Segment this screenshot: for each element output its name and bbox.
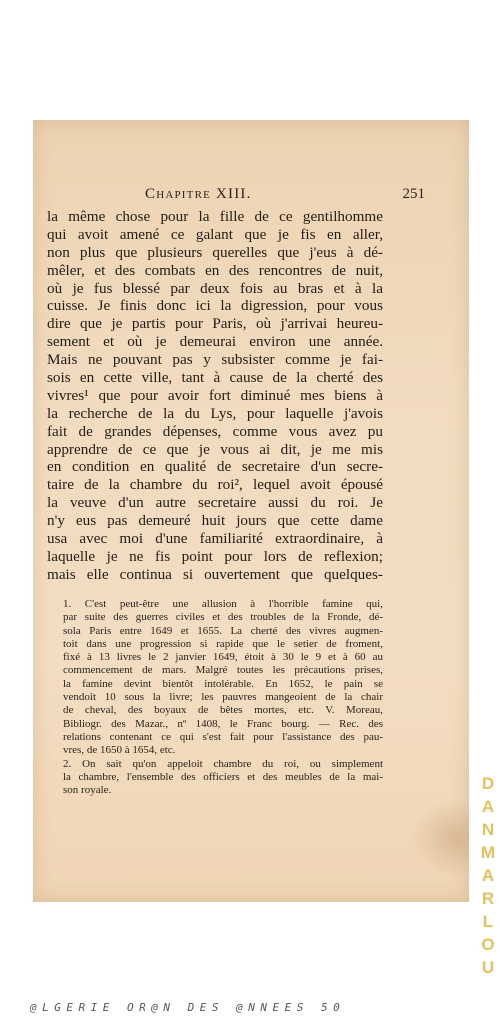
footnote-line: Bibliogr. des Mazar., nº 1408, le Franc bourg. — Rec. des [63, 717, 383, 730]
watermark-letter: A [481, 866, 495, 885]
watermark-letter: L [482, 912, 494, 931]
body-line: Mais ne pouvant pas y subsister comme je fai- [47, 351, 383, 369]
body-line: où je fus blessé par deux fois au bras et à la [47, 279, 383, 297]
footnote-line: toit dans une progression si rapide que le setier de froment, [63, 637, 383, 650]
watermark-letter: M [480, 843, 496, 862]
body-line: apprendre de ce que je vous ai dit, je me mis [47, 440, 383, 458]
body-line: dire que je partis pour Paris, où j'arrivai heureu- [47, 315, 383, 333]
watermark-letter: A [481, 797, 495, 816]
running-head [145, 186, 425, 208]
footnote-line: 2. On sait qu'on appeloit chambre du roi, ou simplement [63, 757, 383, 770]
footnote-line: vendoit 10 sous la livre; les pauvres mangeoient de la chair [63, 691, 383, 704]
body-line: qui avoit amené ce galant que je fis en aller, [47, 225, 383, 243]
chapter-title: Chapitre XIII. [145, 186, 252, 202]
watermark-letter: D [481, 774, 495, 793]
footnote-line: son royale. [63, 784, 112, 797]
footnote-line: fixé à 13 livres le 2 janvier 1649, étoit à 30 le 9 et à 60 au [63, 651, 383, 664]
footnote-line: vres, de 1650 à 1654, etc. [63, 744, 176, 757]
page-stain [411, 798, 469, 878]
body-line: vivres¹ que pour avoir fort diminué mes biens à [47, 386, 383, 404]
body-line: mais elle continua si ouvertement que quelques- [47, 565, 383, 583]
footer-watermark: @LGERIE OR@N DES @NNEES 50 [30, 1001, 346, 1014]
body-line: la recherche de la du Lys, pour laquelle j'avois [47, 404, 383, 422]
footnote-line: commencement de mars. Malgré toutes les précautions prises, [63, 664, 383, 677]
watermark-letter: R [481, 889, 495, 908]
vertical-watermark [478, 772, 498, 979]
footnote-line: relations contenant ce qui s'est fait pour l'assistance des pau- [63, 730, 383, 743]
body-line: la même chose pour la fille de ce gentilhomme [47, 208, 383, 225]
body-line: usa avec moi d'une familiarité extraordinaire, à [47, 530, 383, 548]
footnote-line: 1. C'est peut-être une allusion à l'horrible famine qui, [63, 598, 383, 610]
body-text [47, 208, 383, 584]
body-line: cuisse. Je finis donc ici la digression, pour vous [47, 297, 383, 315]
body-line: sement et où je demeurai environ une année. [47, 333, 383, 351]
body-line: en condition en qualité de secretaire d'un secre- [47, 458, 383, 476]
footnote-line: de cheval, des boyaux de bêtes mortes, etc. V. Moreau, [63, 704, 383, 717]
body-line: mêler, et des combats en des rencontres de nuit, [47, 261, 383, 279]
body-line: fait de grandes dépenses, comme vous avez pu [47, 422, 383, 440]
page-number: 251 [402, 186, 425, 202]
body-line: sois en cette ville, tant à cause de la cherté des [47, 369, 383, 387]
footnote-line: la famine devint bientôt intolérable. En 1652, le pain se [63, 677, 383, 690]
footnote-line: sola Paris entre 1649 et 1655. La cherté des vivres augmen- [63, 624, 383, 637]
body-line: la veuve d'un autre secretaire aussi du roi. Je [47, 494, 383, 512]
footnotes [63, 598, 383, 797]
footnote-line: la chambre, l'ensemble des officiers et des meubles de la mai- [63, 770, 383, 783]
footnote-line: par suite des guerres civiles et des troubles de la Fronde, dé- [63, 611, 383, 624]
watermark-letter: N [481, 820, 495, 839]
body-line: non plus que plusieurs querelles que j'eus à dé- [47, 243, 383, 261]
body-line: taire de la chambre du roi², lequel avoit épousé [47, 476, 383, 494]
book-page [33, 120, 469, 902]
watermark-letter: U [481, 958, 495, 977]
watermark-letter: O [481, 935, 495, 954]
body-line: n'y eus pas demeuré huit jours que cette dame [47, 512, 383, 530]
body-line: laquelle je ne fis point pour lors de reflexion; [47, 547, 383, 565]
